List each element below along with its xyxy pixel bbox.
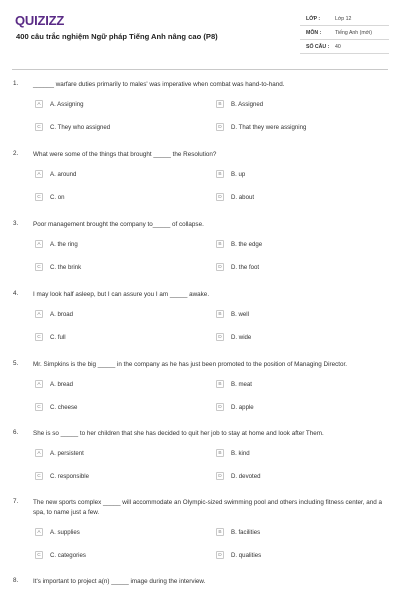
option-text: D. the foot bbox=[231, 263, 260, 271]
question-number: 7. bbox=[13, 498, 19, 505]
option-text: A. around bbox=[50, 170, 77, 178]
question-number: 4. bbox=[13, 290, 19, 297]
option-text: B. Assigned bbox=[231, 100, 264, 108]
option-text: A. bread bbox=[50, 380, 74, 388]
option-b[interactable] bbox=[216, 100, 263, 108]
option-text: C. They who assigned bbox=[50, 123, 111, 131]
option-letter-box: C bbox=[35, 123, 43, 131]
option-letter-box: B bbox=[216, 310, 224, 318]
option-text: A. persistent bbox=[50, 449, 84, 457]
option-letter-box: B bbox=[216, 380, 224, 388]
option-c[interactable] bbox=[35, 472, 89, 480]
option-letter-box: C bbox=[35, 333, 43, 341]
meta-value-subject: Tiếng Anh (mới) bbox=[335, 29, 372, 36]
option-letter-box: A bbox=[35, 380, 43, 388]
option-text: C. the brink bbox=[50, 263, 82, 271]
option-d[interactable] bbox=[216, 193, 254, 201]
meta-key-count: SỐ CÂU : bbox=[306, 43, 330, 50]
worksheet-meta-table bbox=[300, 12, 389, 54]
option-text: B. up bbox=[231, 170, 246, 178]
option-letter-box: D bbox=[216, 193, 224, 201]
option-d[interactable] bbox=[216, 403, 254, 411]
option-letter-box: D bbox=[216, 551, 224, 559]
question-text: Mr. Simpkins is the big _____ in the company as he has just been promoted to the position of Managing Director. bbox=[33, 361, 347, 368]
option-c[interactable] bbox=[35, 551, 86, 559]
option-letter-box: A bbox=[35, 170, 43, 178]
option-b[interactable] bbox=[216, 528, 260, 536]
option-b[interactable] bbox=[216, 170, 245, 178]
option-text: A. Assigning bbox=[50, 100, 84, 108]
option-text: A. the ring bbox=[50, 240, 78, 248]
question-number: 8. bbox=[13, 577, 19, 584]
option-text: C. on bbox=[50, 193, 65, 201]
option-letter-box: D bbox=[216, 333, 224, 341]
option-text: D. devoted bbox=[231, 472, 261, 480]
option-letter-box: B bbox=[216, 449, 224, 457]
option-letter-box: A bbox=[35, 240, 43, 248]
option-letter-box: B bbox=[216, 240, 224, 248]
option-letter-box: A bbox=[35, 528, 43, 536]
option-d[interactable] bbox=[216, 123, 306, 131]
meta-key-subject: MÔN : bbox=[306, 29, 322, 36]
option-letter-box: D bbox=[216, 263, 224, 271]
option-text: B. meat bbox=[231, 380, 252, 388]
option-letter-box: D bbox=[216, 472, 224, 480]
question-text: ______ warfare duties primarily to males' was imperative when combat was hand-to-hand. bbox=[33, 81, 285, 88]
meta-key-grade: LỚP : bbox=[306, 15, 321, 22]
option-a[interactable] bbox=[35, 449, 84, 457]
meta-row-grade bbox=[300, 12, 389, 26]
option-text: C. cheese bbox=[50, 403, 78, 411]
option-d[interactable] bbox=[216, 263, 259, 271]
header-divider bbox=[12, 69, 388, 70]
option-c[interactable] bbox=[35, 193, 65, 201]
option-d[interactable] bbox=[216, 333, 251, 341]
option-a[interactable] bbox=[35, 170, 76, 178]
question-text: I may look half asleep, but I can assure you I am _____ awake. bbox=[33, 291, 210, 298]
option-text: A. broad bbox=[50, 310, 74, 318]
option-c[interactable] bbox=[35, 123, 110, 131]
option-text: D. qualities bbox=[231, 551, 262, 559]
option-d[interactable] bbox=[216, 551, 261, 559]
option-text: B. well bbox=[231, 310, 249, 318]
question-number: 1. bbox=[13, 80, 19, 87]
option-a[interactable] bbox=[35, 310, 73, 318]
option-b[interactable] bbox=[216, 449, 250, 457]
option-letter-box: C bbox=[35, 472, 43, 480]
worksheet-header bbox=[0, 0, 400, 66]
option-text: D. apple bbox=[231, 403, 254, 411]
option-letter-box: C bbox=[35, 551, 43, 559]
question-number: 2. bbox=[13, 150, 19, 157]
worksheet-title: 400 câu trắc nghiệm Ngữ pháp Tiếng Anh nâng cao (P8) bbox=[16, 32, 218, 41]
option-letter-box: D bbox=[216, 403, 224, 411]
option-c[interactable] bbox=[35, 403, 77, 411]
option-text: C. responsible bbox=[50, 472, 89, 480]
option-text: A. supplies bbox=[50, 528, 80, 536]
option-text: C. full bbox=[50, 333, 66, 341]
option-letter-box: B bbox=[216, 100, 224, 108]
option-letter-box: C bbox=[35, 263, 43, 271]
meta-value-grade: Lớp 12 bbox=[335, 15, 352, 22]
option-text: D. That they were assigning bbox=[231, 123, 307, 131]
option-a[interactable] bbox=[35, 380, 73, 388]
option-letter-box: A bbox=[35, 310, 43, 318]
question-text: She is so _____ to her children that she has decided to quit her job to stay at home and look after Them. bbox=[33, 430, 324, 437]
option-a[interactable] bbox=[35, 100, 84, 108]
option-b[interactable] bbox=[216, 310, 249, 318]
option-letter-box: C bbox=[35, 193, 43, 201]
option-letter-box: A bbox=[35, 449, 43, 457]
option-letter-box: B bbox=[216, 170, 224, 178]
option-text: B. facilities bbox=[231, 528, 261, 536]
option-a[interactable] bbox=[35, 240, 78, 248]
option-text: D. wide bbox=[231, 333, 252, 341]
option-text: D. about bbox=[231, 193, 255, 201]
meta-row-subject bbox=[300, 26, 389, 40]
option-letter-box: B bbox=[216, 528, 224, 536]
option-a[interactable] bbox=[35, 528, 80, 536]
option-text: C. categories bbox=[50, 551, 86, 559]
meta-value-count: 40 bbox=[335, 43, 341, 50]
quizizz-logo: QUIZIZZ bbox=[15, 13, 65, 28]
question-text: The new sports complex _____ will accommodate an Olympic-sized swimming pool and others including fitness center, and a spa, to name just a few. bbox=[33, 499, 382, 516]
meta-row-count bbox=[300, 40, 389, 54]
question-text: It's important to project a(n) _____ image during the interview. bbox=[33, 578, 206, 585]
option-d[interactable] bbox=[216, 472, 260, 480]
option-c[interactable] bbox=[35, 333, 66, 341]
question-text: What were some of the things that brought _____ the Resolution? bbox=[33, 151, 217, 158]
option-letter-box: C bbox=[35, 403, 43, 411]
option-b[interactable] bbox=[216, 240, 262, 248]
option-text: B. kind bbox=[231, 449, 250, 457]
question-text: Poor management brought the company to_____ of collapse. bbox=[33, 221, 204, 228]
option-c[interactable] bbox=[35, 263, 81, 271]
option-letter-box: A bbox=[35, 100, 43, 108]
question-number: 3. bbox=[13, 220, 19, 227]
option-letter-box: D bbox=[216, 123, 224, 131]
option-b[interactable] bbox=[216, 380, 252, 388]
question-number: 5. bbox=[13, 360, 19, 367]
option-text: B. the edge bbox=[231, 240, 263, 248]
question-number: 6. bbox=[13, 429, 19, 436]
